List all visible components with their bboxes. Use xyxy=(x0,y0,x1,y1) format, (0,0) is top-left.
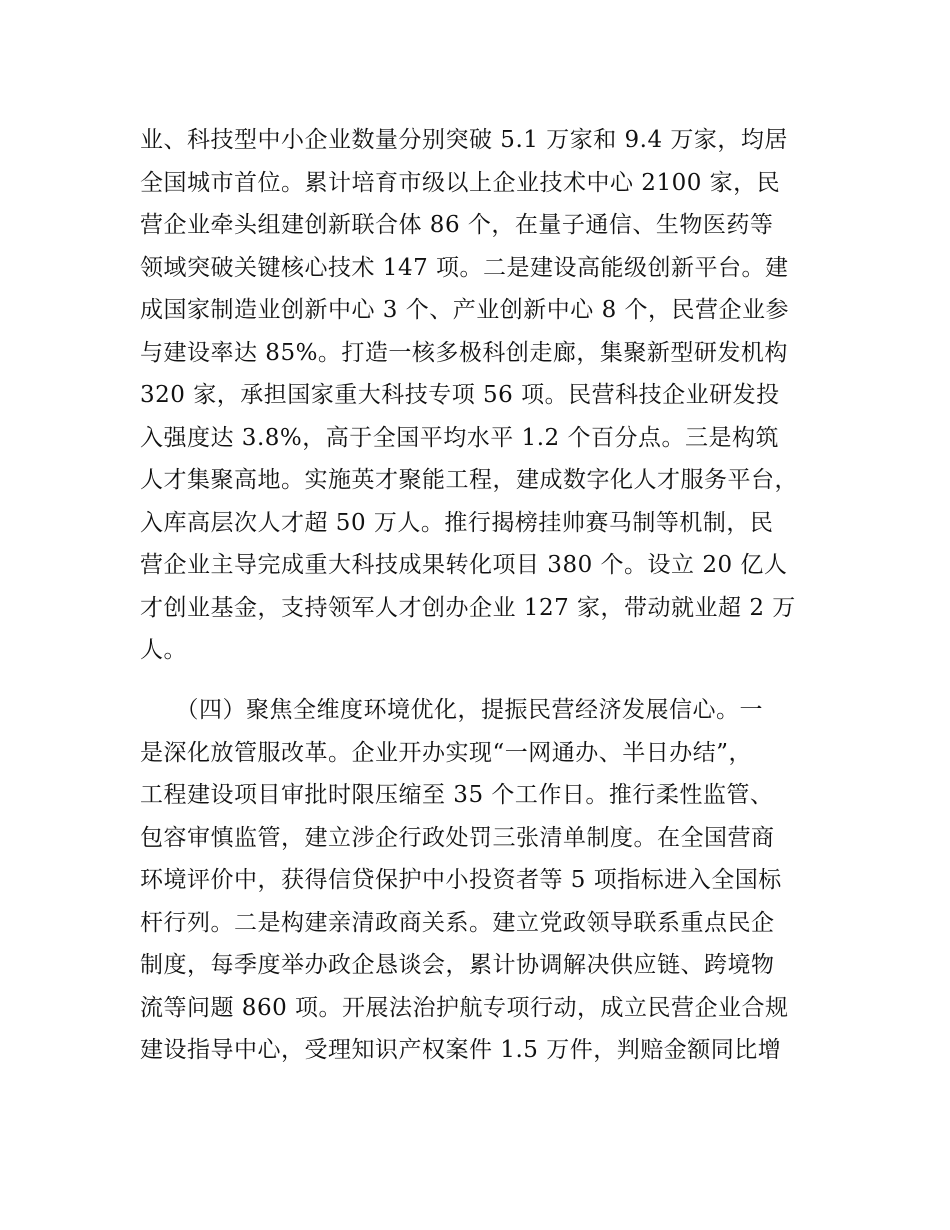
paragraph-environment-optimization xyxy=(140,689,820,1072)
text-line: 320 家，承担国家重大科技专项 56 项。民营科技企业研发投 xyxy=(140,382,780,408)
text-line: 领域突破关键核心技术 147 项。二是建设高能级创新平台。建 xyxy=(140,254,789,281)
text-line: 业、科技型中小企业数量分别突破 5.1 万家和 9.4 万家，均居 xyxy=(140,127,788,153)
text-line: 人才集聚高地。实施英才聚能工程，建成数字化人才服务平台， xyxy=(140,467,798,493)
text-line: （四）聚焦全维度环境优化，提振民营经济发展信心。一 xyxy=(140,697,763,723)
text-line: 全国城市首位。累计培育市级以上企业技术中心 2100 家，民 xyxy=(140,169,781,196)
text-line: 与建设率达 85%。打造一核多极科创走廊，集聚新型研发机构 xyxy=(140,339,788,366)
text-line: 入库高层次人才超 50 万人。推行揭榜挂帅赛马制等机制，民 xyxy=(140,509,774,536)
text-line: 环境评价中，获得信贷保护中小投资者等 5 项指标进入全国标 xyxy=(140,867,782,893)
text-line: 入强度达 3.8%，高于全国平均水平 1.2 个百分点。三是构筑 xyxy=(140,424,779,451)
text-line: 营企业主导完成重大科技成果转化项目 380 个。设立 20 亿人 xyxy=(140,552,788,578)
text-line: 营企业牵头组建创新联合体 86 个，在量子通信、生物医药等 xyxy=(140,212,774,238)
text-line: 工程建设项目审批时限压缩至 35 个工作日。推行柔性监管、 xyxy=(140,782,774,808)
text-line: 人。 xyxy=(140,637,187,663)
text-line: 流等问题 860 项。开展法治护航专项行动，成立民营企业合规 xyxy=(140,994,789,1021)
text-line: 才创业基金，支持领军人才创办企业 127 家，带动就业超 2 万 xyxy=(140,594,796,621)
text-line: 是深化放管服改革。企业开办实现“一网通办、半日办结”， xyxy=(140,739,753,766)
text-line: 杆行列。二是构建亲清政商关系。建立党政领导联系重点民企 xyxy=(140,909,775,936)
text-line: 包容审慎监管，建立涉企行政处罚三张清单制度。在全国营商 xyxy=(140,824,775,851)
paragraph-tech-innovation xyxy=(140,119,820,672)
text-line: 建设指导中心，受理知识产权案件 1.5 万件，判赔金额同比增 xyxy=(140,1037,782,1063)
text-line: 成国家制造业创新中心 3 个、产业创新中心 8 个，民营企业参 xyxy=(140,297,790,323)
text-line: 制度，每季度举办政企恳谈会，累计协调解决供应链、跨境物 xyxy=(140,952,775,978)
